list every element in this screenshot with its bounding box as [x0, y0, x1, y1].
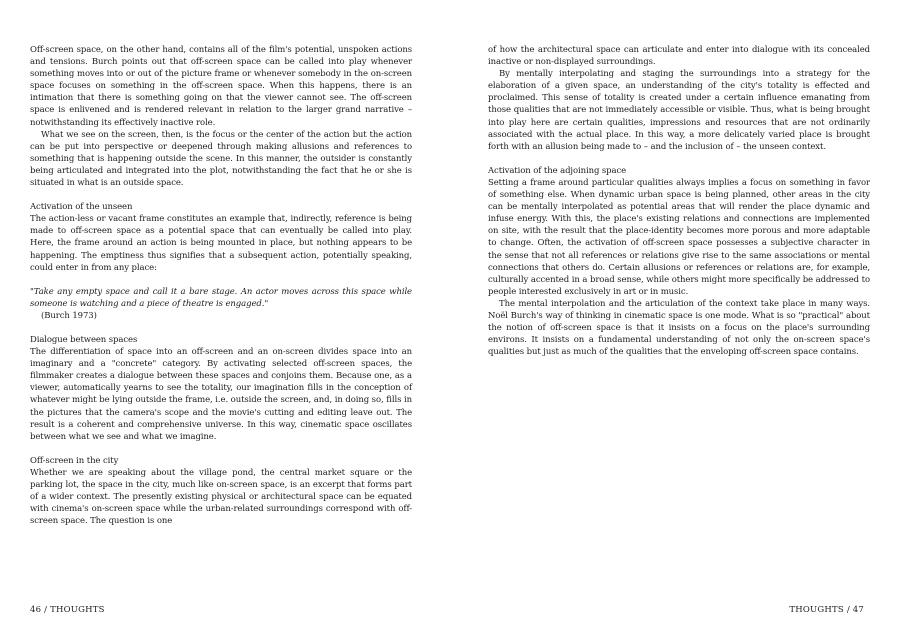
section-heading: Off-screen in the city: [30, 455, 119, 466]
paragraph-spacer: [488, 153, 870, 165]
body-paragraph: By mentally interpolating and staging the surroundings into a strategy for the elaboration of a given space, an understanding of the city's totality is effected and proclaimed. This sense of totality is created under a certain influence emanating from those qualities that are not immediately accessible or visible. Thus, what is being brought into play here are certain qualities, impressions and resources that are not ordinarily associated with the actual place. In this way, a more delicately varied place is brought forth with an allusion being made to – and the inclusion of – the unseen context.: [488, 69, 870, 152]
body-paragraph: What we see on the screen, then, is the focus or the center of the action but the action can be put into perspective or deepened through making allusions and references to something that is happening outside the scene. In this manner, the outsider is constantly being articulated and integrated into the plot, notwithstanding the fact that he or she is situated in what is an outside space.: [30, 129, 412, 189]
body-paragraph: Whether we are speaking about the village pond, the central market square or the parking lot, the space in the city, much like on-screen space, is an excerpt that forms part of a wider context. The presently existing physical or architectural space can be equated with cinema's on-screen space while the urban-related surroundings correspond with off-screen space. The question is one: [30, 467, 412, 527]
page-number-right: THOUGHTS / 47: [789, 605, 864, 615]
body-paragraph: The differentiation of space into an off-screen and an on-screen divides space into an imaginary and a "concrete" category. By activating selected off-screen spaces, the filmmaker creates a dialogue between these spaces and conjoins them. Because one, as a viewer, automatically yearns to see the totality, our imagination fills in the conception of whatever might be lying outside the frame, i.e. outside the screen, and, in doing so, fills in the pictures that the camera's scope and the movie's cutting and editing leave out. The result is a coherent and comprehensive universe. In this way, cinematic space oscillates between what we see and what we imagine.: [30, 347, 412, 442]
right-text-column: [488, 44, 870, 358]
paragraph-spacer: [30, 274, 412, 286]
page-number-left: 46 / THOUGHTS: [30, 605, 105, 615]
body-paragraph: The mental interpolation and the articulation of the context take place in many ways. Noël Burch's way of thinking in cinematic space is one mode. What is so "practical" about the notion of off-screen space is that it insists on a focus on the place's surrounding environs. It insists on a fundamental understanding of not only the on-screen space's qualities but just as much of the qualities that the enveloping off-screen space contains.: [488, 298, 870, 358]
paragraph-spacer: [30, 189, 412, 201]
section-heading: Dialogue between spaces: [30, 334, 138, 345]
body-paragraph: of how the architectural space can articulate and enter into dialogue with its concealed inactive or non-displayed surroundings.: [488, 45, 870, 68]
block-quote: "Take any empty space and call it a bare stage. An actor moves across this space while someone is watching and a piece of theatre is engaged.": [30, 286, 412, 309]
paragraph-spacer: [30, 322, 412, 334]
paragraph-spacer: [30, 443, 412, 455]
body-paragraph: Off-screen space, on the other hand, contains all of the film's potential, unspoken actions and tensions. Burch points out that off-screen space can be called into play whenever something moves into or out of the picture frame or whenever somebody in the on-screen space focuses on something in the off-screen space. When this happens, there is an intimation that there is something going on that the viewer cannot see. The off-screen space is enlivened and is rendered relevant in relation to the larger grand narrative – notwithstanding its effectively inactive role.: [30, 45, 412, 128]
left-text-column: [30, 44, 412, 527]
section-heading: Activation of the adjoining space: [488, 165, 627, 176]
quote-citation: (Burch 1973): [41, 310, 97, 321]
right-page: [450, 0, 900, 636]
section-heading: Activation of the unseen: [30, 202, 133, 213]
body-paragraph: Setting a frame around particular qualities always implies a focus on something in favor of something else. When dynamic urban space is being planned, other areas in the city can be mentally interpolated as potential areas that will render the place dynamic and infuse energy. With this, the place's existing relations and connections are implemented on site, with the result that the place-identity becomes more porous and more adaptable to change. Often, the activation of off-screen space possesses a subjective character in the sense that not all references or relations give rise to the same associations or mental connections that others do. Certain allusions or references or relations are, for example, culturally accented in a broad sense, while others might more specifically be addressed to people interested exclusively in art or in music.: [488, 177, 870, 297]
body-paragraph: The action-less or vacant frame constitutes an example that, indirectly, reference is being made to off-screen space as a potential space that can eventually be called into play. Here, the frame around an action is being mounted in place, but nothing appears to be happening. The emptiness thus signifies that a subsequent action, potentially speaking, could enter in from any place:: [30, 214, 412, 273]
